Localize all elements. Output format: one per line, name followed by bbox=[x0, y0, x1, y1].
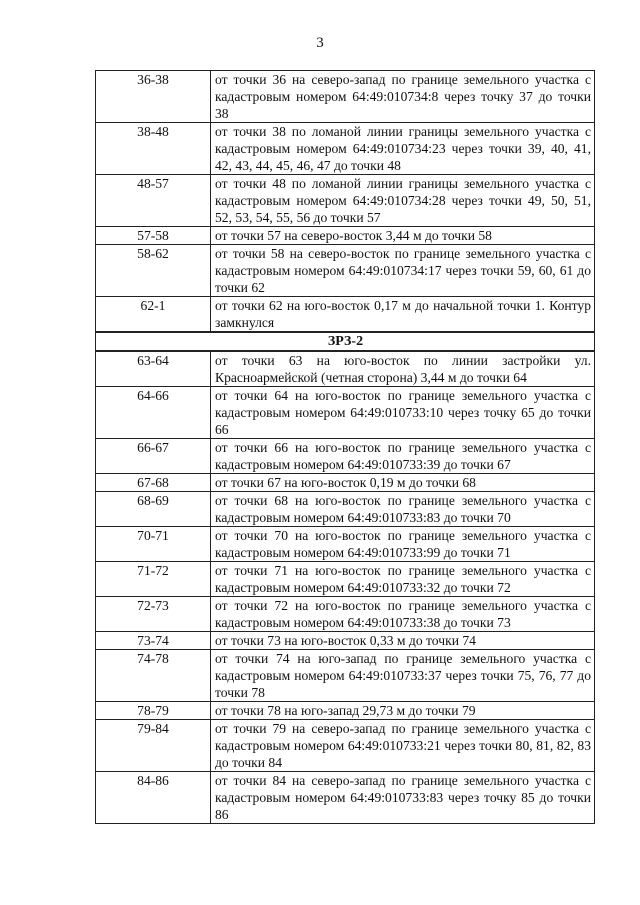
description-cell: от точки 62 на юго-восток 0,17 м до начальной точки 1. Контур замкнулся bbox=[211, 297, 595, 333]
description-cell: от точки 58 на северо-восток по границе земельного участка с кадастровым номером 64:49:010734:17 через точки 59, 60, 61 до точки 62 bbox=[211, 245, 595, 297]
segment-cell: 58-62 bbox=[96, 245, 211, 297]
description-cell: от точки 84 на северо-запад по границе земельного участка с кадастровым номером 64:49:010733:83 через точку 85 до точки 86 bbox=[211, 772, 595, 824]
description-cell: от точки 71 на юго-восток по границе земельного участка с кадастровым номером 64:49:010733:32 до точки 72 bbox=[211, 562, 595, 597]
segment-cell: 64-66 bbox=[96, 387, 211, 439]
description-cell: от точки 78 на юго-запад 29,73 м до точки 79 bbox=[211, 702, 595, 720]
segment-cell: 38-48 bbox=[96, 123, 211, 175]
description-cell: от точки 72 на юго-восток по границе земельного участка с кадастровым номером 64:49:010733:38 до точки 73 bbox=[211, 597, 595, 632]
segment-cell: 74-78 bbox=[96, 650, 211, 702]
description-cell: от точки 48 по ломаной линии границы земельного участка с кадастровым номером 64:49:010734:28 через точки 49, 50, 51, 52, 53, 54, 55, 56 до точки 57 bbox=[211, 175, 595, 227]
table-row bbox=[96, 439, 595, 474]
table-row bbox=[96, 597, 595, 632]
table-row bbox=[96, 632, 595, 650]
table-row bbox=[96, 492, 595, 527]
segment-cell: 66-67 bbox=[96, 439, 211, 474]
table-body bbox=[96, 71, 595, 824]
description-cell: от точки 64 на юго-восток по границе земельного участка с кадастровым номером 64:49:010733:10 через точку 65 до точки 66 bbox=[211, 387, 595, 439]
segment-cell: 70-71 bbox=[96, 527, 211, 562]
table-row bbox=[96, 650, 595, 702]
table-row bbox=[96, 720, 595, 772]
table-row bbox=[96, 562, 595, 597]
table-row bbox=[96, 175, 595, 227]
description-cell: от точки 73 на юго-восток 0,33 м до точки 74 bbox=[211, 632, 595, 650]
table-row bbox=[96, 351, 595, 387]
table-row bbox=[96, 772, 595, 824]
segment-cell: 78-79 bbox=[96, 702, 211, 720]
segment-cell: 63-64 bbox=[96, 351, 211, 387]
description-cell: от точки 67 на юго-восток 0,19 м до точки 68 bbox=[211, 474, 595, 492]
boundary-description-table bbox=[95, 70, 595, 824]
segment-cell: 62-1 bbox=[96, 297, 211, 333]
segment-cell: 36-38 bbox=[96, 71, 211, 123]
section-title: ЗРЗ-2 bbox=[96, 332, 595, 351]
description-cell: от точки 36 на северо-запад по границе земельного участка с кадастровым номером 64:49:010734:8 через точку 37 до точки 38 bbox=[211, 71, 595, 123]
segment-cell: 68-69 bbox=[96, 492, 211, 527]
segment-cell: 67-68 bbox=[96, 474, 211, 492]
description-cell: от точки 70 на юго-восток по границе земельного участка с кадастровым номером 64:49:010733:99 до точки 71 bbox=[211, 527, 595, 562]
table-row bbox=[96, 245, 595, 297]
segment-cell: 84-86 bbox=[96, 772, 211, 824]
segment-cell: 71-72 bbox=[96, 562, 211, 597]
segment-cell: 57-58 bbox=[96, 227, 211, 245]
description-cell: от точки 38 по ломаной линии границы земельного участка с кадастровым номером 64:49:010734:23 через точки 39, 40, 41, 42, 43, 44, 45, 46, 47 до точки 48 bbox=[211, 123, 595, 175]
segment-cell: 48-57 bbox=[96, 175, 211, 227]
segment-cell: 72-73 bbox=[96, 597, 211, 632]
section-header-row bbox=[96, 332, 595, 351]
description-cell: от точки 66 на юго-восток по границе земельного участка с кадастровым номером 64:49:010733:39 до точки 67 bbox=[211, 439, 595, 474]
table-row bbox=[96, 702, 595, 720]
description-cell: от точки 57 на северо-восток 3,44 м до точки 58 bbox=[211, 227, 595, 245]
table-row bbox=[96, 123, 595, 175]
table-row bbox=[96, 387, 595, 439]
description-cell: от точки 79 на северо-запад по границе земельного участка с кадастровым номером 64:49:010733:21 через точки 80, 81, 82, 83 до точки 84 bbox=[211, 720, 595, 772]
description-cell: от точки 63 на юго-восток по линии застройки ул. Красноармейской (четная сторона) 3,44 м до точки 64 bbox=[211, 351, 595, 387]
description-cell: от точки 68 на юго-восток по границе земельного участка с кадастровым номером 64:49:010733:83 до точки 70 bbox=[211, 492, 595, 527]
table-row bbox=[96, 71, 595, 123]
description-cell: от точки 74 на юго-запад по границе земельного участка с кадастровым номером 64:49:010733:37 через точки 75, 76, 77 до точки 78 bbox=[211, 650, 595, 702]
table-row bbox=[96, 527, 595, 562]
segment-cell: 79-84 bbox=[96, 720, 211, 772]
segment-cell: 73-74 bbox=[96, 632, 211, 650]
table-row bbox=[96, 297, 595, 333]
page-number: 3 bbox=[316, 35, 324, 51]
table-row bbox=[96, 227, 595, 245]
table-row bbox=[96, 474, 595, 492]
